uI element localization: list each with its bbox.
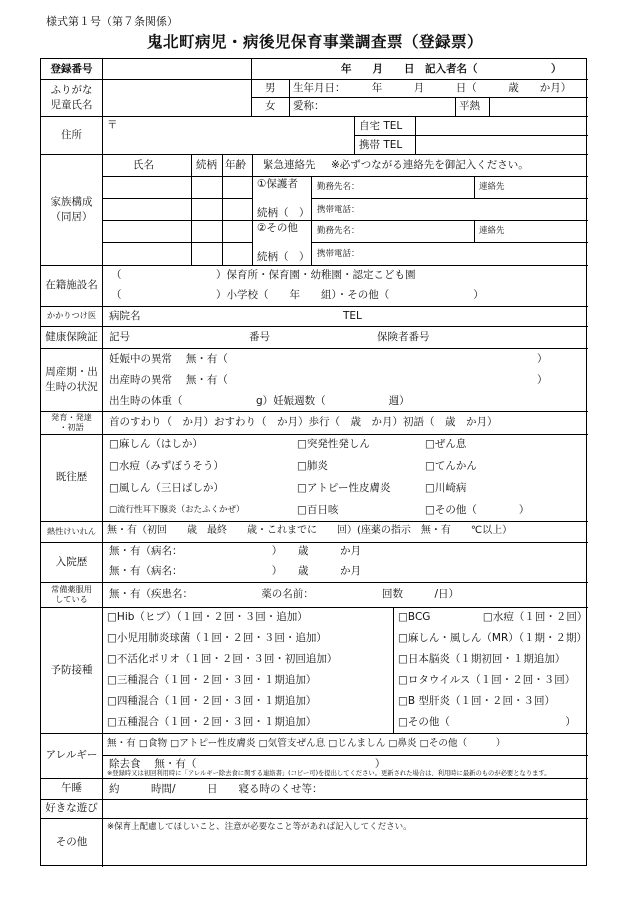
vaccine-item: □小児用肺炎球菌（１回・２回・３回・追加）	[107, 632, 327, 644]
perinatal-pregnancy: 妊娠中の異常 無・有（	[109, 353, 228, 365]
vaccine-item: □その他（ ）	[398, 716, 576, 728]
address-label: 住所	[61, 129, 82, 142]
mobile-tel-label: 携帯 TEL	[359, 139, 403, 151]
history-item: □川崎病	[425, 482, 467, 494]
facility-line1: （ ）保育所・保育園・幼稚園・認定こども園	[111, 269, 416, 281]
contact2-contact: 連絡先	[479, 226, 505, 236]
history-item: □アトピー性皮膚炎	[297, 482, 391, 494]
insurer-number: 保険者番号	[377, 331, 430, 343]
vaccine-item: □ロタウイルス（１回・２回・３回）	[398, 674, 576, 686]
postal-mark: 〒	[107, 119, 118, 131]
allergy-types: 無・有 □食物 □アトピー性皮膚炎 □気管支ぜん息 □じんましん □鼻炎 □その他（ ）	[107, 738, 506, 749]
insurance-label: 健康保険証	[45, 330, 98, 343]
history-item: □てんかん	[425, 460, 477, 472]
development-label: 発育・発達 ・初語	[51, 411, 92, 432]
contact1-contact: 連絡先	[479, 182, 505, 192]
regular-medicine-line: 無・有（疾患名： 薬の名前： 回数 /日）	[109, 588, 460, 600]
other-note: ※保育上配慮してほしいこと、注意が必要なこと等があれば記入してください。	[107, 822, 412, 832]
contact2-mobile: 携帯電話：	[317, 249, 360, 259]
vaccine-item: □麻しん・風しん（MR）（１期・２期）	[398, 632, 588, 644]
family-col-age: 年齢	[225, 159, 246, 171]
other-label: その他	[55, 836, 88, 849]
perinatal-close2: ）	[537, 374, 548, 386]
regular-medicine-label: 常備薬服用 している	[51, 583, 92, 604]
nap-line: 約 時間/ 日 寝る時のくせ等：	[109, 783, 323, 795]
emergency-note: ※必ずつながる連絡先を御記入ください。	[331, 159, 529, 171]
perinatal-label: 周産期・出 生時の状況	[45, 366, 98, 393]
history-item: □水痘（みずぼうそう）	[109, 460, 224, 472]
history-item: □肺炎	[297, 460, 328, 472]
contact2-relation: 続柄（ ）	[257, 251, 310, 263]
contact1-title: ①保護者	[257, 178, 298, 190]
temperature-label: 平熱	[459, 100, 480, 112]
history-item: □百日咳	[297, 504, 339, 516]
febrile-line: 無・有（初回 歳 最終 歳・これまでに 回）(座薬の指示 無・有 ℃以上）	[107, 525, 513, 536]
contact1-mobile: 携帯電話：	[317, 205, 360, 215]
hospital-label: 病院名	[109, 310, 141, 322]
form-reference: 様式第１号（第７条関係）	[46, 15, 178, 28]
allergy-label: アレルギー	[45, 749, 98, 762]
perinatal-close1: ）	[537, 353, 548, 365]
hospitalization-line1: 無・有（病名： ） 歳 か月	[109, 545, 361, 557]
favorite-play-label: 好きな遊び	[45, 802, 98, 815]
history-item: □流行性耳下腺炎（おたふくかぜ）	[109, 505, 245, 515]
sex-male: 男	[265, 82, 276, 94]
home-tel-label: 自宅 TEL	[359, 120, 403, 132]
hospitalization-label: 入院歴	[55, 555, 88, 568]
history-item: □風しん（三日ばしか）	[109, 482, 224, 494]
vaccine-item: □三種混合（１回・２回・３回・１期追加）	[107, 674, 317, 686]
history-item: □突発性発しん	[297, 438, 370, 450]
nap-label: 午睡	[61, 782, 82, 795]
vaccine-item: □B 型肝炎（１回・２回・３回）	[398, 695, 555, 707]
history-item: □その他（ ）	[425, 504, 530, 516]
vaccine-item: □BCG □水痘（１回・２回）	[398, 611, 588, 623]
nickname-label: 愛称：	[293, 100, 325, 112]
perinatal-weight: 出生時の体重（ g）妊娠週数（ 週）	[109, 395, 410, 407]
contact1-relation: 続柄（ ）	[257, 207, 310, 219]
vaccine-item: □五種混合（１回・２回・３回・１期追加）	[107, 716, 317, 728]
vaccine-item: □日本脳炎（１期初回・１期追加）	[398, 653, 566, 665]
sex-female: 女	[265, 100, 276, 112]
history-item: □麻しん（はしか）	[109, 438, 203, 450]
hospitalization-line2: 無・有（病名： ） 歳 か月	[109, 565, 361, 577]
doctor-tel-label: TEL	[343, 310, 362, 322]
vaccine-item: □四種混合（１回・２回・３回・１期追加）	[107, 695, 317, 707]
facility-label: 在籍施設名	[45, 279, 98, 292]
febrile-label: 熱性けいれん	[46, 525, 97, 536]
allergy-removal-food: 除去食 無・有（ ）	[109, 758, 386, 770]
registration-form-table	[40, 58, 587, 866]
insurance-symbol: 記号	[109, 331, 130, 343]
child-name-label: ふりがな 児童氏名	[50, 84, 93, 111]
family-col-name: 氏名	[133, 159, 154, 171]
allergy-note: ※登録時又は初回利用時に「アレルギー除去食に関する連絡書」(コピー可)を提出してください。更新された場合は、利用時に最新のものが必要となります。	[107, 770, 551, 777]
form-title: 鬼北町病児・病後児保育事業調査票（登録票）	[146, 33, 483, 51]
family-col-relation: 続柄	[196, 159, 217, 171]
registration-date-writer: 年 月 日 記入者名（ ）	[341, 63, 562, 75]
vaccination-label: 予防接種	[50, 663, 93, 676]
history-label: 既往歴	[55, 471, 88, 484]
contact2-work: 勤務先名：	[317, 226, 360, 236]
history-item: □ぜん息	[425, 438, 467, 450]
family-label: 家族構成 （同居）	[50, 196, 93, 223]
emergency-label: 緊急連絡先	[263, 159, 316, 171]
contact2-title: ②その他	[257, 222, 298, 234]
vaccine-item: □不活化ポリオ（１回・２回・３回・初回追加）	[107, 653, 338, 665]
registration-number-label: 登録番号	[50, 62, 93, 75]
contact1-work: 勤務先名：	[317, 182, 360, 192]
perinatal-delivery: 出産時の異常 無・有（	[109, 374, 228, 386]
birthdate-field: 生年月日： 年 月 日（ 歳 か月）	[293, 82, 572, 94]
vaccine-item: □Hib（ヒブ）（１回・２回・３回・追加）	[107, 611, 308, 623]
facility-line2: （ ）小学校（ 年 組）・その他（ ）	[111, 289, 484, 301]
doctor-label: かかりつけ医	[46, 310, 97, 321]
development-line: 首のすわり（ か月）おすわり（ か月）歩行（ 歳 か月）初語（ 歳 か月）	[109, 416, 498, 428]
insurance-number: 番号	[249, 331, 270, 343]
